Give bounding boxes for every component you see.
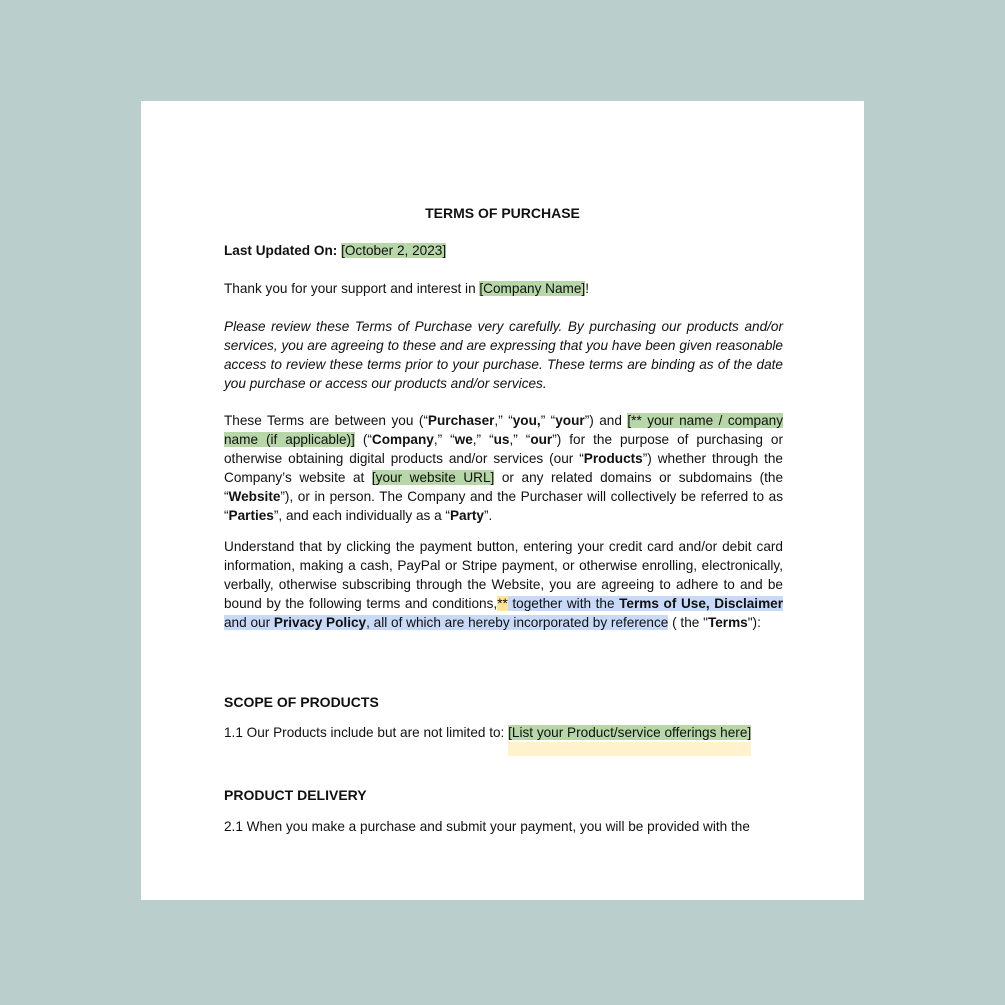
website-term: Website (228, 489, 281, 504)
scope-item-prefix: 1.1 Our Products include but are not limited to: (224, 725, 509, 740)
thanks-prefix: Thank you for your support and interest in (224, 281, 480, 296)
company-term: Company (371, 432, 434, 447)
parties-text: ”) whether through the Company’s website at (224, 451, 783, 485)
document-title: TERMS OF PURCHASE (425, 205, 580, 221)
party-term: Party (449, 508, 484, 523)
our-term: our (530, 432, 553, 447)
parties-text: ,” “ (509, 432, 531, 447)
agreement-paragraph (224, 537, 783, 632)
document-page (141, 101, 864, 900)
parties-text: or any related domains or subdomains (the “ (224, 470, 783, 504)
you-term: you, (512, 413, 541, 428)
agreement-text: Understand that by clicking the payment button, entering your credit card and/or debit card information, making a cash, PayPal or Stripe payment, or otherwise enrolling, electronically, verbally, otherwise subscribing through the Website, you are agreeing to adhere to and be bound by the following terms and conditions, (224, 539, 783, 611)
terms-term: Terms (707, 615, 748, 630)
last-updated-line (224, 241, 783, 260)
last-updated-label: Last Updated On: (224, 243, 338, 258)
agreement-text: and our (224, 615, 274, 630)
company-name-placeholder: [Company Name] (479, 281, 586, 296)
agreement-text: "): (747, 615, 761, 630)
parties-text: ” “ (540, 413, 556, 428)
parties-text: ”) for the purpose of purchasing or otherwise obtaining digital products and/or services (our “ (224, 432, 784, 466)
privacy-policy-term: Privacy Policy (273, 615, 367, 630)
placeholder-blank-line (508, 742, 751, 756)
parties-paragraph (224, 411, 783, 525)
parties-term: Parties (228, 508, 274, 523)
scope-heading: SCOPE OF PRODUCTS (224, 694, 379, 710)
delivery-heading: PRODUCT DELIVERY (224, 787, 367, 803)
parties-text: ,” “ (433, 432, 455, 447)
website-url-placeholder: [your website URL] (371, 470, 495, 485)
parties-text: ,” “ (472, 432, 494, 447)
products-term: Products (583, 451, 643, 466)
scope-item (224, 723, 783, 756)
agreement-stars: ** (497, 596, 508, 611)
agreement-text: together with the (507, 596, 620, 611)
parties-text: ,” “ (494, 413, 513, 428)
agreement-text: ( the " (668, 615, 708, 630)
your-term: your (555, 413, 585, 428)
scope-placeholder-box (508, 723, 751, 756)
we-term: we (454, 432, 473, 447)
terms-of-use-term: Terms of Use, Disclaimer (619, 596, 784, 611)
parties-text: ”) and (584, 413, 628, 428)
parties-text: ”. (483, 508, 493, 523)
last-updated-value: [October 2, 2023] (341, 243, 447, 258)
purchaser-term: Purchaser (427, 413, 495, 428)
thanks-line (224, 279, 783, 298)
parties-text: (“ (354, 432, 372, 447)
parties-text: ”), or in person. The Company and the Purchaser will collectively be referred to as “ (224, 489, 783, 523)
delivery-item: 2.1 When you make a purchase and submit your payment, you will be provided with the (224, 819, 750, 834)
agreement-text: , all of which are hereby incorporated by reference (366, 615, 669, 630)
us-term: us (493, 432, 510, 447)
parties-text: ”, and each individually as a “ (273, 508, 450, 523)
scope-item-placeholder: [List your Product/service offerings here] (508, 725, 752, 740)
review-paragraph: Please review these Terms of Purchase very carefully. By purchasing our products and/or services, you are agreeing to these and are expressing that you have been given reasonable access to review these terms prior to your purchase. These terms are binding as of the date you purchase or access our products and/or services. (224, 319, 783, 391)
name-placeholder: [** your name / company name (if applicable)] (224, 413, 784, 447)
thanks-suffix: ! (585, 281, 589, 296)
parties-text: These Terms are between you (“ (224, 413, 428, 428)
